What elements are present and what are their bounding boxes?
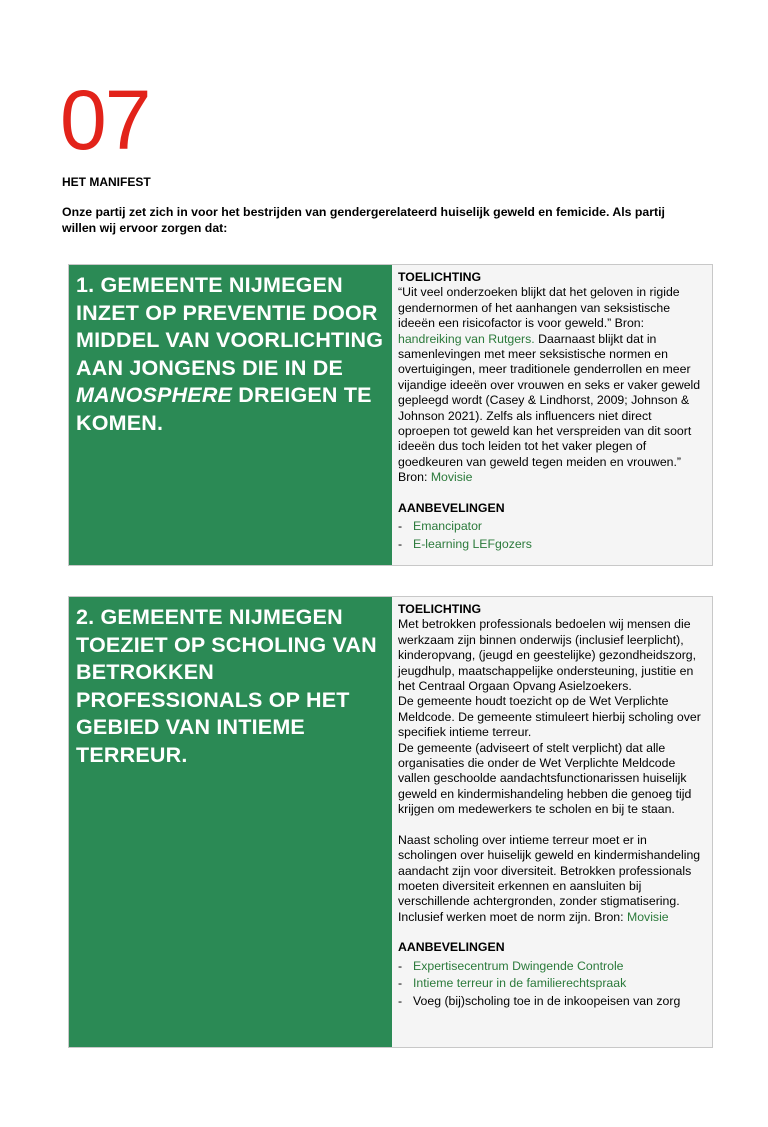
card-2-recommendations: [398, 958, 706, 1011]
manifest-card-1: [68, 264, 713, 566]
card-1-explanation: [392, 265, 712, 565]
card-2-explanation: [392, 597, 712, 1047]
expertisecentrum-link[interactable]: Expertisecentrum Dwingende Controle: [413, 958, 624, 973]
aanbevelingen-label: AANBEVELINGEN: [398, 940, 505, 955]
list-item: - E-learning LEFgozers: [398, 536, 706, 554]
list-item: - Expertisecentrum Dwingende Controle: [398, 958, 706, 976]
movisie-link[interactable]: Movisie: [626, 909, 669, 924]
explanation-text-a: “Uit veel onderzoeken blijkt dat het geloven in rigide gendernormen of het aanhangen van seksistische ideeën een risicofactor is voor geweld.” Bron:: [398, 285, 680, 331]
list-item: - Voeg (bij)scholing toe in de inkoopeisen van zorg: [398, 993, 706, 1011]
movisie-link[interactable]: Movisie: [430, 470, 473, 485]
list-item: - Emancipator: [398, 518, 706, 536]
card-1-heading-end: DREIGEN TE KOMEN.: [76, 383, 372, 435]
list-item: - Intieme terreur in de familierechtspraak: [398, 975, 706, 993]
rutgers-link[interactable]: handreiking van Rutgers.: [398, 331, 535, 346]
aanbevelingen-label: AANBEVELINGEN: [398, 500, 505, 515]
card-1-explanation-text: [398, 285, 706, 485]
intro-text: Onze partij zet zich in voor het bestrijden van gendergerelateerd huiselijk geweld en femicide. Als partij willen wij ervoor zorgen dat:: [62, 205, 665, 235]
paragraph-4-text: Naast scholing over intieme terreur moet er in scholingen over huiselijk geweld en kindermishandeling aandacht zijn voor diversiteit. Betrokken professionals moeten diversiteit erkennen en aansluiten bij verschillende achtergronden, zonder stigmatisering. Inclusief werken moet de norm zijn. Bron:: [398, 832, 701, 924]
manifest-card-2: [68, 596, 713, 1048]
familierechtspraak-link[interactable]: Intieme terreur in de familierechtspraak: [413, 976, 627, 991]
recommendation-text: Voeg (bij)scholing toe in de inkoopeisen van zorg: [413, 993, 681, 1008]
card-2-paragraph-2: De gemeente houdt toezicht op de Wet Verplichte Meldcode. De gemeente stimuleert hierbij scholing over specifiek intieme terreur.: [398, 694, 701, 740]
card-2-paragraph-3: De gemeente (adviseert of stelt verplicht) dat alle organisaties die onder de Wet Verplichte Meldcode vallen geschoolde aandachtsfunctionarissen huiselijk geweld en kindermishandeling hebben die genoeg tijd krijgen om medewerkers te scholen en bij te staan.: [398, 740, 692, 817]
lefgozers-link[interactable]: E-learning LEFgozers: [413, 536, 532, 551]
toelichting-label: TOELICHTING: [398, 602, 482, 616]
card-1-recommendations: [398, 518, 706, 553]
card-1-heading-italic: MANOSPHERE: [76, 383, 233, 407]
emancipator-link[interactable]: Emancipator: [413, 519, 483, 534]
card-2-paragraph-4: [398, 833, 706, 925]
card-1-heading-text: 1. GEMEENTE NIJMEGEN INZET OP PREVENTIE DOOR MIDDEL VAN VOORLICHTING AAN JONGENS DIE IN DE: [76, 273, 384, 380]
toelichting-label: TOELICHTING: [398, 270, 482, 284]
explanation-text-b: Daarnaast blijkt dat in samenlevingen met meer seksistische normen en overtuigingen, meer traditionele genderrollen en meer vijandige ideeën over vrouwen en seks er vaker geweld gepleegd wordt (Casey & Lindhorst, 2009; Johnson & Johnson 2021). Zelfs als influencers niet direct oproepen tot geweld kan het verspreiden van dit soort ideeën dus toch leiden tot het vaker plegen of goedkeuren van geweld tegen meiden en vrouwen.” Bron:: [398, 331, 701, 485]
section-title: HET MANIFEST: [62, 175, 151, 189]
card-2-heading: 2. GEMEENTE NIJMEGEN TOEZIET OP SCHOLING VAN BETROKKEN PROFESSIONALS OP HET GEBIED VAN INTIEME TERREUR.: [69, 597, 392, 1047]
card-2-paragraph-1: Met betrokken professionals bedoelen wij mensen die werkzaam zijn binnen onderwijs (inclusief leerplicht), kinderopvang, (jeugd en geestelijke) gezondheidszorg, jeugdhulp, maatschappelijke ondersteuning, justitie en het Centraal Orgaan Opvang Asielzoekers.: [398, 617, 697, 694]
card-1-heading: [69, 265, 392, 565]
chapter-number: 07: [60, 73, 150, 167]
